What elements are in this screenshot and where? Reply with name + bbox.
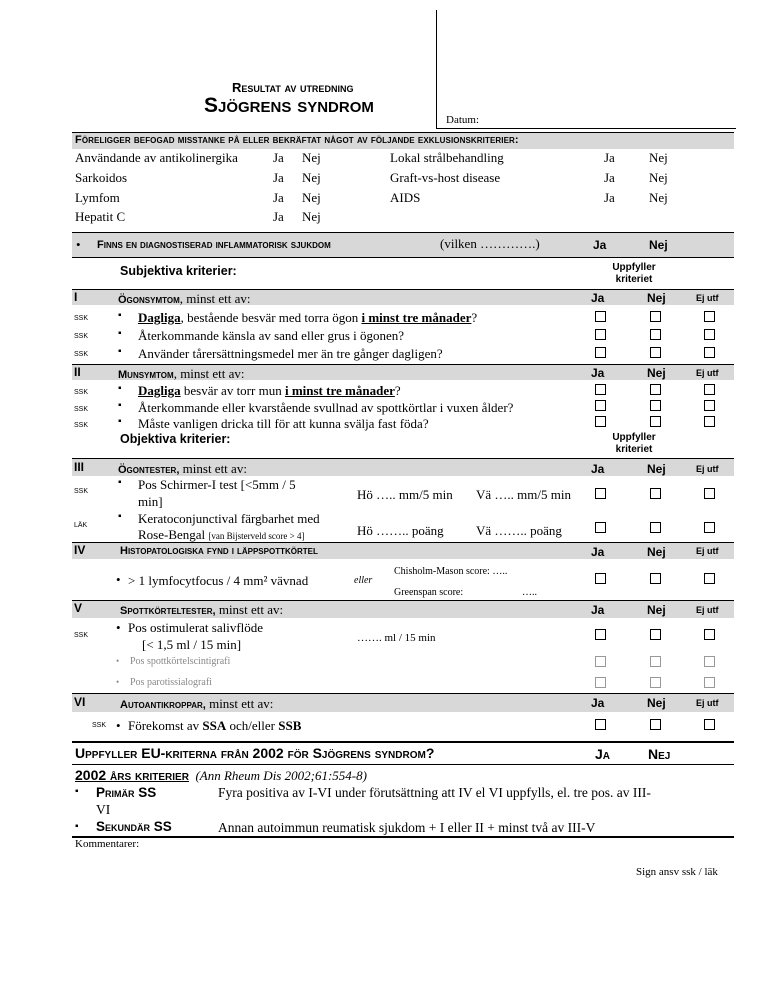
criteria-heading-row xyxy=(75,767,367,784)
checkbox-ej-utf[interactable] xyxy=(704,311,715,322)
col-ja: Ja xyxy=(591,366,605,380)
exclusion-label: Hepatit C xyxy=(75,209,126,224)
square-bullet-icon: ▪ xyxy=(118,477,122,488)
checkbox-ja[interactable] xyxy=(595,488,606,499)
inflammatory-nej[interactable]: Nej xyxy=(649,238,668,252)
col-ej-utf: Ej utf xyxy=(696,698,719,708)
section-num: IV xyxy=(74,543,86,557)
section-num: VI xyxy=(74,695,86,709)
eu-top-rule xyxy=(72,741,734,743)
role-tag: SSK xyxy=(74,351,89,358)
exclusion-label: Lymfom xyxy=(75,190,120,205)
role-tag: SSK xyxy=(92,722,107,729)
square-bullet-icon: ▪ xyxy=(118,328,122,339)
section-num: I xyxy=(74,290,78,304)
section-num: II xyxy=(74,365,81,379)
square-bullet-icon: ▪ xyxy=(118,400,122,411)
section-num: III xyxy=(74,460,85,474)
signature-label: Sign ansv ssk / läk xyxy=(636,866,718,878)
exclusion-nej[interactable]: Nej xyxy=(649,190,668,205)
saliva-flow-value: ……. ml / 15 min xyxy=(357,632,436,644)
checkbox-nej[interactable] xyxy=(650,522,661,533)
checkbox-ej-utf[interactable] xyxy=(704,347,715,358)
section-suffix: , minst ett av: xyxy=(179,291,251,306)
section-suffix: minst ett av: xyxy=(215,602,284,617)
col-nej: Nej xyxy=(647,696,666,710)
page-title: Sjögrens syndrom xyxy=(204,94,374,117)
greenspan-value: ….. xyxy=(522,587,537,598)
saliva-flow-text-cont: [< 1,5 ml / 15 min] xyxy=(142,637,242,652)
square-bullet-icon: ▪ xyxy=(118,511,122,522)
primary-text: Fyra positiva av I-VI under förutsättning att IV el VI uppfylls, el. tre pos. av III- xyxy=(218,785,651,800)
exclusion-nej[interactable]: Nej xyxy=(649,150,668,165)
checkbox-ja[interactable] xyxy=(595,347,606,358)
exclusion-label: AIDS xyxy=(390,190,421,205)
exclusion-ja[interactable]: Ja xyxy=(604,150,615,165)
schirmer-text: Pos Schirmer-I test [<5mm / 5 xyxy=(138,477,296,492)
square-bullet-icon: ▪ xyxy=(118,416,122,427)
exclusion-nej[interactable]: Nej xyxy=(302,170,321,185)
saliva-flow-text: Pos ostimulerat salivflöde xyxy=(128,620,264,635)
checkbox-ja[interactable] xyxy=(595,400,606,411)
checkbox-ja[interactable] xyxy=(595,329,606,340)
subjective-heading: Subjektiva kriterier: xyxy=(120,264,237,278)
datum-label: Datum: xyxy=(446,114,479,126)
col-nej: Nej xyxy=(647,603,666,617)
col-ej-utf: Ej utf xyxy=(696,464,719,474)
exclusion-nej[interactable]: Nej xyxy=(302,209,321,224)
fulfills-header: Uppfyller kriteriet xyxy=(612,262,656,285)
col-ja: Ja xyxy=(591,462,605,476)
checkbox-nej[interactable] xyxy=(650,347,661,358)
item-text: Dagliga besvär av torr mun i minst tre månader? xyxy=(138,383,401,398)
autoantibody-text: Förekomst av SSA och/eller SSB xyxy=(128,718,302,733)
item-text: Använder tårersättningsmedel mer än tre gånger dagligen? xyxy=(138,346,443,361)
checkbox-nej[interactable] xyxy=(650,677,661,688)
col-nej: Nej xyxy=(647,291,666,305)
exclusion-nej[interactable]: Nej xyxy=(649,170,668,185)
checkbox-ej-utf[interactable] xyxy=(704,384,715,395)
exclusion-ja[interactable]: Ja xyxy=(273,209,284,224)
section-title: Autoantikroppar, xyxy=(120,699,206,711)
role-tag: SSK xyxy=(74,632,89,639)
criteria-reference: (Ann Rheum Dis 2002;61:554-8) xyxy=(195,768,367,783)
exclusion-ja[interactable]: Ja xyxy=(273,170,284,185)
square-bullet-icon: ▪ xyxy=(118,310,122,321)
section-title: Munsymtom xyxy=(118,369,174,381)
eller-text: eller xyxy=(354,575,373,586)
section-title: Ögontester, xyxy=(118,464,180,476)
checkbox-nej[interactable] xyxy=(650,629,661,640)
kerato-left: Vä …….. poäng xyxy=(476,523,562,538)
square-bullet-icon: ▪ xyxy=(118,383,122,394)
schirmer-left: Vä ….. mm/5 min xyxy=(476,487,571,502)
exclusion-label: Användande av antikolinergika xyxy=(75,150,238,165)
criteria-heading: 2002 års kriterier xyxy=(75,767,189,783)
exclusion-nej[interactable]: Nej xyxy=(302,150,321,165)
square-bullet-icon: ▪ xyxy=(75,786,79,797)
checkbox-ja[interactable] xyxy=(595,522,606,533)
secondary-text: Annan autoimmun reumatisk sjukdom + I eller II + minst två av III-V xyxy=(218,820,596,835)
role-tag: SSK xyxy=(74,406,89,413)
checkbox-ej-utf[interactable] xyxy=(704,656,715,667)
inflammatory-ja[interactable]: Ja xyxy=(593,238,607,252)
schirmer-right: Hö ….. mm/5 min xyxy=(357,487,453,502)
checkbox-ja[interactable] xyxy=(595,656,606,667)
col-ej-utf: Ej utf xyxy=(696,605,719,615)
section-V-title xyxy=(120,602,283,618)
kerato-right: Hö …….. poäng xyxy=(357,523,444,538)
section-suffix: minst ett av: xyxy=(179,461,247,476)
square-bullet-icon: ▪ xyxy=(118,346,122,357)
checkbox-ej-utf[interactable] xyxy=(704,488,715,499)
item-text: Återkommande eller kvarstående svullnad av spottkörtlar i vuxen ålder? xyxy=(138,400,514,415)
exclusion-ja[interactable]: Ja xyxy=(604,170,615,185)
inflammatory-label: Finns en diagnostiserad inflammatorisk sjukdom xyxy=(97,239,331,251)
role-tag: SSK xyxy=(74,333,89,340)
checkbox-ja[interactable] xyxy=(595,677,606,688)
exclusion-ja[interactable]: Ja xyxy=(273,190,284,205)
exclusion-label: Graft-vs-host disease xyxy=(390,170,501,185)
section-num: V xyxy=(74,601,83,615)
checkbox-ja[interactable] xyxy=(595,311,606,322)
checkbox-ja[interactable] xyxy=(595,719,606,730)
col-ej-utf: Ej utf xyxy=(696,368,719,378)
role-tag: SSK xyxy=(74,422,89,429)
col-ja: Ja xyxy=(591,545,605,559)
eu-question: Uppfyller EU-kriterna från 2002 för Sjögrens syndrom? xyxy=(75,745,435,761)
comments-rule xyxy=(72,836,734,838)
lymphocyte-text: > 1 lymfocytfocus / 4 mm² vävnad xyxy=(128,573,309,588)
eu-ja[interactable]: Ja xyxy=(595,746,611,762)
eu-nej[interactable]: Nej xyxy=(648,746,671,762)
role-tag: SSK xyxy=(74,389,89,396)
section-I-title xyxy=(118,291,251,307)
col-nej: Nej xyxy=(647,462,666,476)
fulfills-header: Uppfyller kriteriet xyxy=(612,432,656,455)
checkbox-nej[interactable] xyxy=(650,656,661,667)
checkbox-nej[interactable] xyxy=(650,488,661,499)
datum-line xyxy=(436,128,736,129)
square-bullet-icon: ▪ xyxy=(75,821,79,832)
exclusion-label: Lokal strålbehandling xyxy=(390,150,504,165)
chisholm-score: Chisholm-Mason score: ….. xyxy=(394,566,508,577)
checkbox-ja[interactable] xyxy=(595,573,606,584)
header-divider xyxy=(436,10,437,128)
schirmer-text-cont: min] xyxy=(138,494,163,509)
section-suffix: minst ett av: xyxy=(205,696,274,711)
primary-label: Primär SS xyxy=(96,785,157,800)
checkbox-nej[interactable] xyxy=(650,384,661,395)
checkbox-nej[interactable] xyxy=(650,573,661,584)
section-suffix: , minst ett av: xyxy=(173,366,245,381)
objective-heading: Objektiva kriterier: xyxy=(120,432,231,446)
checkbox-ej-utf[interactable] xyxy=(704,522,715,533)
checkbox-ej-utf[interactable] xyxy=(704,416,715,427)
bullet-icon: • xyxy=(116,620,121,635)
comments-label: Kommentarer: xyxy=(75,838,140,850)
col-ja: Ja xyxy=(591,291,605,305)
checkbox-ej-utf[interactable] xyxy=(704,719,715,730)
checkbox-nej[interactable] xyxy=(650,329,661,340)
checkbox-ja[interactable] xyxy=(595,384,606,395)
checkbox-ej-utf[interactable] xyxy=(704,573,715,584)
sialography-text: Pos parotissialografi xyxy=(130,677,212,688)
col-ja: Ja xyxy=(591,603,605,617)
col-nej: Nej xyxy=(647,366,666,380)
section-title: Ögonsymtom xyxy=(118,294,180,306)
col-ej-utf: Ej utf xyxy=(696,293,719,303)
checkbox-ej-utf[interactable] xyxy=(704,629,715,640)
exclusion-ja[interactable]: Ja xyxy=(604,190,615,205)
exclusion-ja[interactable]: Ja xyxy=(273,150,284,165)
checkbox-nej[interactable] xyxy=(650,311,661,322)
role-tag: SSK xyxy=(74,315,89,322)
bullet-icon: • xyxy=(116,656,120,666)
col-ej-utf: Ej utf xyxy=(696,546,719,556)
checkbox-ja[interactable] xyxy=(595,629,606,640)
checkbox-nej[interactable] xyxy=(650,719,661,730)
title-line1: Resultat av utredning xyxy=(232,80,354,95)
exclusion-heading: Föreligger befogad misstanke på eller bekräftat något av följande exklusionskriterier: xyxy=(75,134,519,146)
bullet-icon: • xyxy=(116,677,120,687)
col-nej: Nej xyxy=(647,545,666,559)
greenspan-score: Greenspan score: xyxy=(394,587,464,598)
checkbox-nej[interactable] xyxy=(650,416,661,427)
section-title: Spottkörteltester, xyxy=(120,605,216,617)
bullet-icon: • xyxy=(116,572,121,587)
secondary-label: Sekundär SS xyxy=(96,819,172,834)
section-title: Histopatologiska fynd i läppspottkörtel xyxy=(120,545,318,557)
checkbox-ja[interactable] xyxy=(595,416,606,427)
kerato-text: Keratoconjunctival färgbarhet med xyxy=(138,511,320,526)
item-text: Dagliga, bestående besvär med torra ögon i minst tre månader? xyxy=(138,310,478,325)
role-tag: LÄK xyxy=(74,522,88,529)
bullet-icon: • xyxy=(116,718,121,733)
section-III-title xyxy=(118,461,247,477)
primary-text-cont: VI xyxy=(96,802,111,817)
exclusion-label: Sarkoidos xyxy=(75,170,127,185)
col-ja: Ja xyxy=(591,696,605,710)
item-text: Måste vanligen dricka till för att kunna svälja fast föda? xyxy=(138,416,429,431)
scintigraphy-text: Pos spottkörtelscintigrafi xyxy=(130,656,231,667)
bullet-icon: • xyxy=(76,237,81,252)
exclusion-nej[interactable]: Nej xyxy=(302,190,321,205)
checkbox-ej-utf[interactable] xyxy=(704,400,715,411)
checkbox-ej-utf[interactable] xyxy=(704,329,715,340)
section-II-title xyxy=(118,366,244,382)
role-tag: SSK xyxy=(74,488,89,495)
eu-bottom-rule xyxy=(72,764,734,765)
section-VI-title xyxy=(120,696,273,712)
item-text: Återkommande känsla av sand eller grus i ögonen? xyxy=(138,328,405,343)
checkbox-nej[interactable] xyxy=(650,400,661,411)
checkbox-ej-utf[interactable] xyxy=(704,677,715,688)
inflammatory-which: (vilken ………….) xyxy=(440,236,540,251)
kerato-text-cont: Rose-Bengal [van Bijsterveld score > 4] xyxy=(138,527,305,542)
